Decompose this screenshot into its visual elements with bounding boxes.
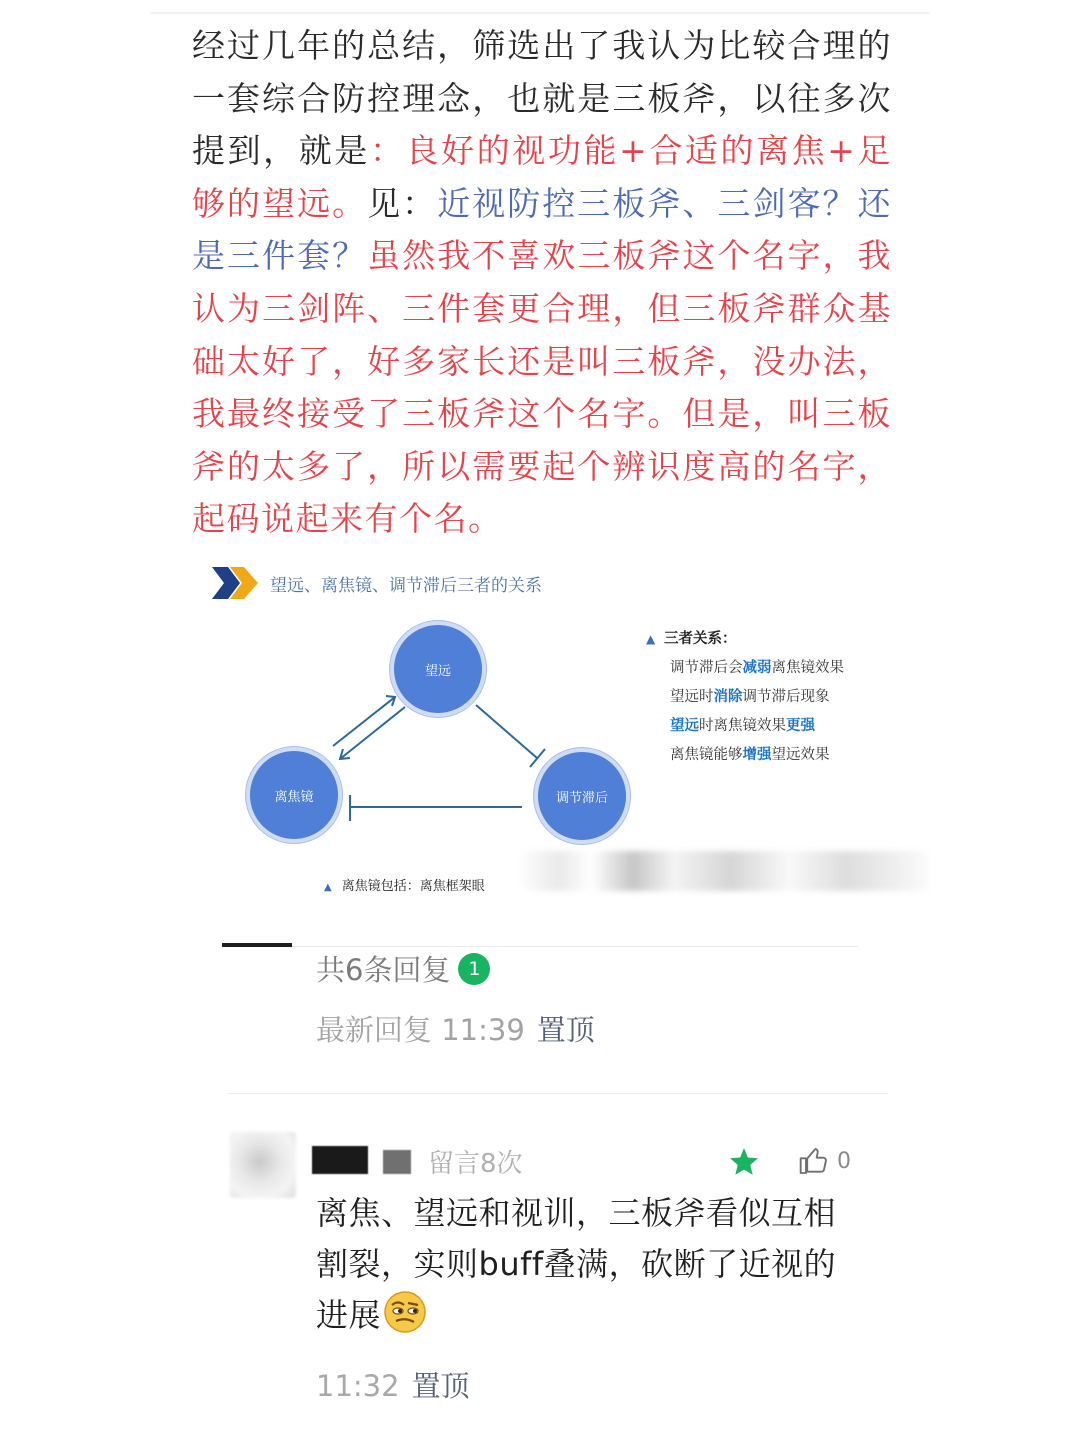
slide-title: 望远、离焦镜、调节滞后三者的关系 — [270, 576, 542, 596]
reply-count-text: 共6条回复 — [316, 953, 451, 987]
comment-text — [316, 1188, 856, 1341]
relation-text: 调节滞后会 — [670, 660, 743, 676]
like-button[interactable] — [797, 1145, 851, 1177]
like-count: 0 — [837, 1148, 851, 1174]
comment-body: 离焦、望远和视训，三板斧看似互相割裂，实则buff叠满，砍断了近视的进展 — [316, 1194, 837, 1334]
tab-indicator — [222, 943, 292, 947]
latest-reply — [316, 1008, 595, 1049]
relations-list — [646, 625, 844, 770]
avatar[interactable] — [230, 1132, 296, 1198]
message-count: 留言8次 — [428, 1149, 523, 1179]
relation-text: 望远效果 — [771, 747, 830, 763]
star-icon[interactable] — [728, 1146, 760, 1178]
relation-text: 望远时 — [670, 689, 714, 705]
tab-divider — [292, 946, 858, 947]
article-link[interactable]: 近视防控三板斧、三剑客？还是三件套？ — [192, 183, 893, 276]
username-redacted — [383, 1150, 411, 1174]
node-tiaojie: 调节滞后 — [534, 748, 630, 844]
section-divider — [228, 1093, 888, 1094]
bullet-icon: ▲ — [324, 882, 332, 893]
relation-item — [646, 712, 844, 741]
slide-footer-text: 离焦镜包括：离焦框架眼 — [341, 879, 485, 894]
reply-count[interactable] — [316, 948, 490, 989]
article-see-label: 见： — [367, 183, 438, 223]
relations-header-text: 三者关系： — [664, 631, 737, 647]
relation-emphasis: 望远 — [670, 718, 699, 734]
relation-item — [646, 683, 844, 712]
skeptical-emoji-icon — [383, 1290, 427, 1334]
comment-time: 11:32 — [316, 1369, 400, 1403]
username-redacted — [312, 1146, 368, 1174]
relation-emphasis: 更强 — [786, 718, 815, 734]
relation-emphasis: 减弱 — [742, 660, 772, 676]
relation-emphasis: 消除 — [713, 689, 743, 705]
pin-button[interactable]: 置顶 — [411, 1369, 470, 1403]
pin-button[interactable]: 置顶 — [536, 1013, 595, 1047]
relation-text: 调节滞后现象 — [742, 689, 830, 705]
latest-reply-time: 最新回复 11:39 — [316, 1013, 525, 1047]
slide-image — [200, 555, 920, 905]
reply-badge: 1 — [458, 953, 490, 985]
slide-footer — [324, 875, 485, 894]
relation-item — [646, 741, 844, 770]
relation-text: 离焦镜效果 — [771, 660, 844, 676]
relation-item — [646, 654, 844, 683]
relations-header — [646, 625, 844, 654]
article-body — [192, 20, 892, 546]
node-lijiao: 离焦镜 — [246, 747, 342, 843]
comment-meta — [316, 1364, 470, 1405]
relation-emphasis: 增强 — [742, 747, 772, 763]
top-divider — [150, 12, 930, 14]
node-wangyuan: 望远 — [390, 621, 486, 717]
article-key-idea: ：良好的视功能+合适的离焦+足够的望远。 — [192, 131, 892, 223]
article-highlight: 虽然我不喜欢三板斧这个名字，我认为三剑阵、三件套更合理，但三板斧群众基础太好了，好多家长还是叫三板斧，没办法，我最终接受了三板斧这个名字。但是，叫三板斧的太多了，所以需要起个辨识度高的名字，起码说起来有个名。 — [192, 236, 893, 539]
article-intro: 经过几年的总结，筛选出了我认为比较合理的一套综合防控理念，也就是三板斧，以往多次提到，就是 — [192, 26, 892, 171]
blurred-watermark — [518, 851, 928, 891]
bullet-icon: ▲ — [646, 632, 656, 646]
thumbs-up-icon — [797, 1145, 831, 1177]
relation-text: 时离焦镜效果 — [699, 718, 786, 734]
relation-text: 离焦镜能够 — [670, 747, 743, 763]
